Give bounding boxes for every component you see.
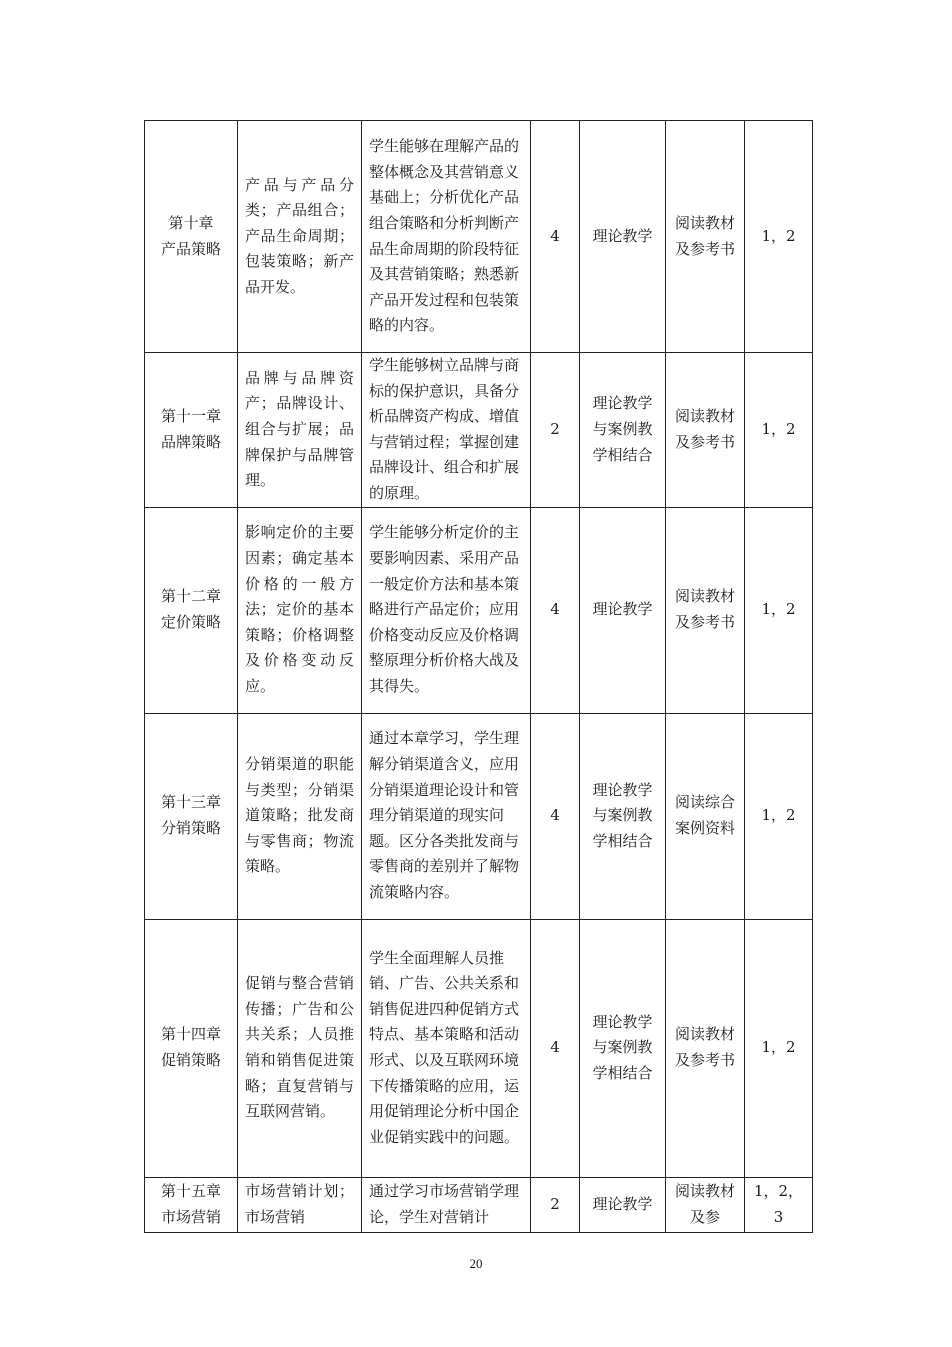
hours-cell: 4: [531, 121, 580, 353]
chapter-title: 分销策略: [160, 819, 221, 838]
chapter-cell: [145, 1177, 238, 1232]
chapter-number: 第十五章: [160, 1181, 221, 1200]
outcome-cell: 通过学习市场营销学理论，学生对营销计: [362, 1177, 531, 1232]
method-cell: 理论教学与案例教学相结合: [580, 919, 666, 1177]
chapter-number: 第十二章: [160, 587, 221, 606]
chapter-title: 产品策略: [160, 239, 221, 258]
hours-cell: 2: [531, 1177, 580, 1232]
outcome-cell: 学生全面理解人员推销、广告、公共关系和销售促进四种促销方式特点、基本策略和活动形式、以及互联网环境下传播策略的应用，运用促销理论分析中国企业促销实践中的问题。: [362, 919, 531, 1177]
chapter-number: 第十三章: [160, 793, 221, 812]
chapter-title: 定价策略: [160, 613, 221, 632]
chapter-number: 第十一章: [160, 407, 221, 426]
method-cell: 理论教学与案例教学相结合: [580, 713, 666, 919]
method-cell: 理论教学与案例教学相结合: [580, 353, 666, 508]
hours-cell: 4: [531, 713, 580, 919]
chapter-cell: [145, 507, 238, 713]
chapter-title: 市场营销: [160, 1207, 221, 1226]
assignment-cell: 阅读教材及参考书: [666, 507, 745, 713]
method-cell: 理论教学: [580, 121, 666, 353]
table-row: [145, 121, 813, 353]
table-row: [145, 919, 813, 1177]
assignment-cell: 阅读教材及参考书: [666, 121, 745, 353]
method-cell: 理论教学: [580, 507, 666, 713]
goal-cell: 1，2: [745, 713, 813, 919]
goal-cell: 1，2，3: [745, 1177, 813, 1232]
hours-cell: 4: [531, 919, 580, 1177]
chapter-cell: [145, 353, 238, 508]
page-number: 20: [469, 1256, 483, 1271]
outcome-cell: 学生能够在理解产品的整体概念及其营销意义基础上；分析优化产品组合策略和分析判断产品生命周期的阶段特征及其营销策略；熟悉新产品开发过程和包装策略的内容。: [362, 121, 531, 353]
outcome-cell: 学生能够树立品牌与商标的保护意识，具备分析品牌资产构成、增值与营销过程；掌握创建品牌设计、组合和扩展的原理。: [362, 353, 531, 508]
content-cell: 影响定价的主要因素；确定基本价格的一般方法；定价的基本策略；价格调整及价格变动反应。: [238, 507, 362, 713]
chapter-cell: [145, 919, 238, 1177]
chapter-number: 第十四章: [160, 1025, 221, 1044]
content-cell: 市场营销计划；市场营销: [238, 1177, 362, 1232]
table-row: [145, 507, 813, 713]
assignment-cell: 阅读教材及参考书: [666, 919, 745, 1177]
assignment-cell: 阅读教材及参: [666, 1177, 745, 1232]
syllabus-table: [144, 120, 813, 1233]
table-row: [145, 713, 813, 919]
chapter-cell: [145, 121, 238, 353]
goal-cell: 1，2: [745, 121, 813, 353]
goal-cell: 1，2: [745, 353, 813, 508]
content-cell: 品牌与品牌资产；品牌设计、组合与扩展；品牌保护与品牌管理。: [238, 353, 362, 508]
assignment-cell: 阅读综合案例资料: [666, 713, 745, 919]
assignment-cell: 阅读教材及参考书: [666, 353, 745, 508]
method-cell: 理论教学: [580, 1177, 666, 1232]
chapter-number: 第十章: [168, 213, 214, 232]
outcome-cell: 通过本章学习，学生理解分销渠道含义，应用分销渠道理论设计和管理分销渠道的现实问题。区分各类批发商与零售商的差别并了解物流策略内容。: [362, 713, 531, 919]
content-cell: 分销渠道的职能与类型；分销渠道策略；批发商与零售商；物流策略。: [238, 713, 362, 919]
hours-cell: 2: [531, 353, 580, 508]
content-cell: 促销与整合营销传播；广告和公共关系；人员推销和销售促进策略；直复营销与互联网营销。: [238, 919, 362, 1177]
chapter-title: 促销策略: [160, 1051, 221, 1070]
outcome-cell: 学生能够分析定价的主要影响因素、采用产品一般定价方法和基本策略进行产品定价；应用价格变动反应及价格调整原理分析价格大战及其得失。: [362, 507, 531, 713]
table-row: [145, 353, 813, 508]
hours-cell: 4: [531, 507, 580, 713]
goal-cell: 1，2: [745, 919, 813, 1177]
chapter-cell: [145, 713, 238, 919]
chapter-title: 品牌策略: [160, 432, 221, 451]
table-row: [145, 1177, 813, 1232]
goal-cell: 1，2: [745, 507, 813, 713]
content-cell: 产品与产品分类；产品组合；产品生命周期；包装策略；新产品开发。: [238, 121, 362, 353]
